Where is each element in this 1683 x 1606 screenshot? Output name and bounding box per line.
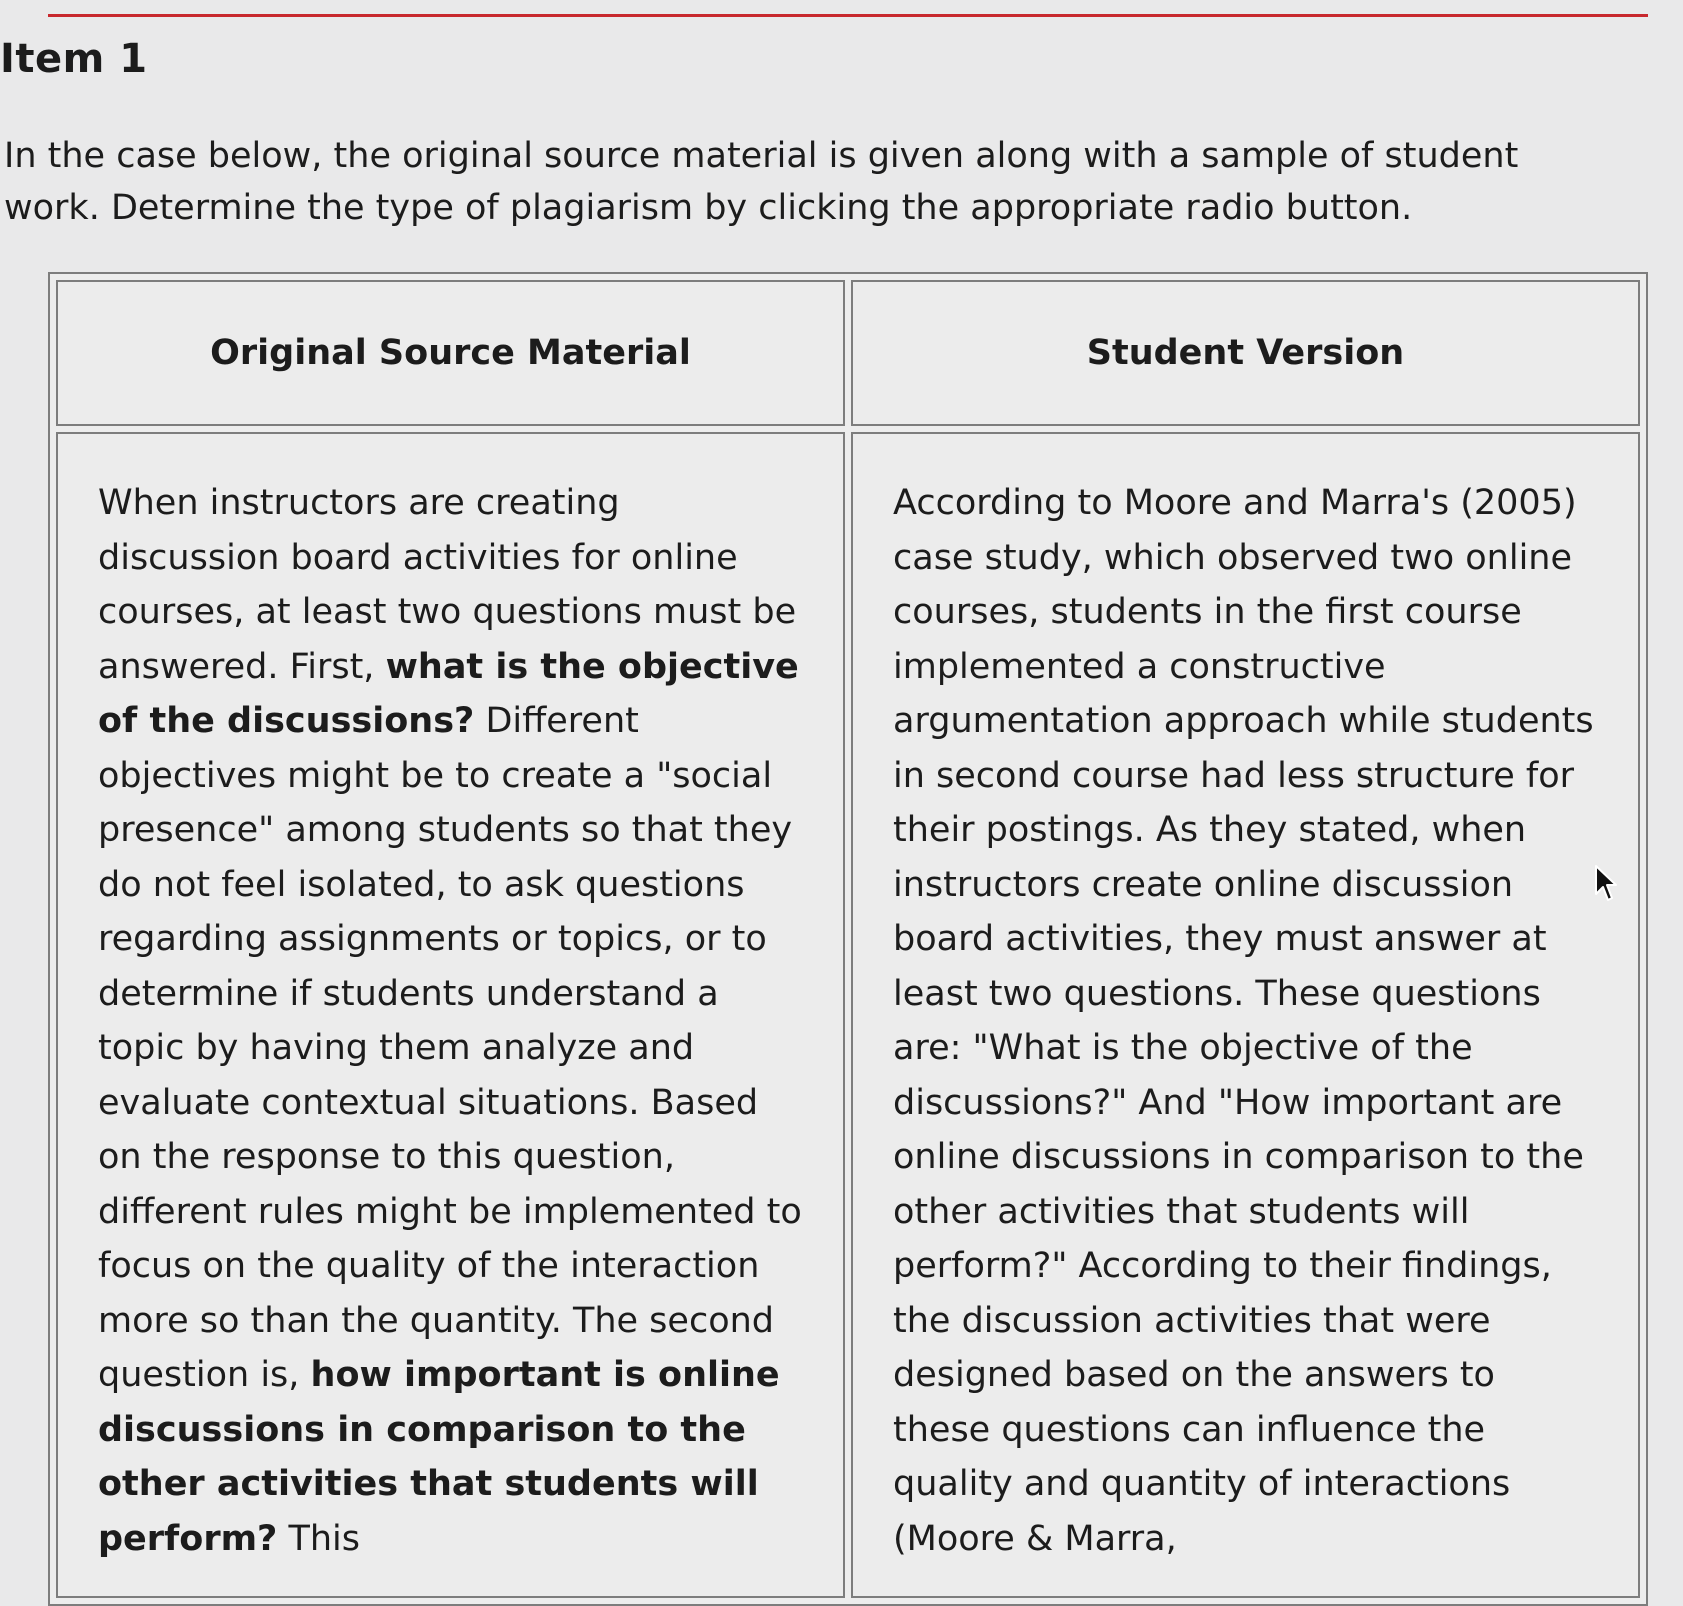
source-text-3: This: [277, 1518, 361, 1559]
student-column-header: Student Version: [851, 280, 1640, 426]
source-question-2: how important is online discussions in comparison to the other activities that students will perform?: [98, 1355, 780, 1559]
student-version-text: According to Moore and Marra's (2005) case study, which observed two online courses, students in the first course implemented a constructive argumentation approach while students in second course had less structure for their postings. As they stated, when instructors create online discussion board activities, they must answer at least two questions. These questions are: "What is the objective of the discussions?" And "How important are online discussions in comparison to the other activities that students will perform?" According to their findings, the discussion activities that were designed based on the answers to these questions can influence the quality and quantity of interactions (Moore & Marra,: [893, 483, 1594, 1559]
source-text-1: When instructors are creating discussion board activities for online courses, at least two questions must be answered. First,: [98, 483, 797, 687]
mouse-pointer-icon: [1594, 864, 1618, 904]
source-question-1: what is the objective of the discussions?: [98, 646, 799, 741]
comparison-table: [48, 272, 1648, 1606]
source-column-header: Original Source Material: [56, 280, 845, 426]
source-material-cell: [56, 432, 845, 1598]
item-title: Item 1: [0, 36, 148, 82]
student-version-cell: [851, 432, 1640, 1598]
instructions-text: In the case below, the original source material is given along with a sample of student work. Determine the type of plagiarism by clicking the appropriate radio button.: [4, 136, 1519, 228]
source-material-text: [98, 476, 803, 1566]
table-row: [56, 432, 1640, 1598]
header-divider: [48, 14, 1648, 17]
source-text-2: Different objectives might be to create a "social presence" among students so that they do not feel isolated, to ask questions regarding assignments or topics, or to determine if students understand a topic by having them analyze and evaluate contextual situations. Based on the response to this question, different rules might be implemented to focus on the quality of the interaction more so than the quantity. The second question is,: [98, 701, 802, 1395]
table-header-row: [56, 280, 1640, 426]
